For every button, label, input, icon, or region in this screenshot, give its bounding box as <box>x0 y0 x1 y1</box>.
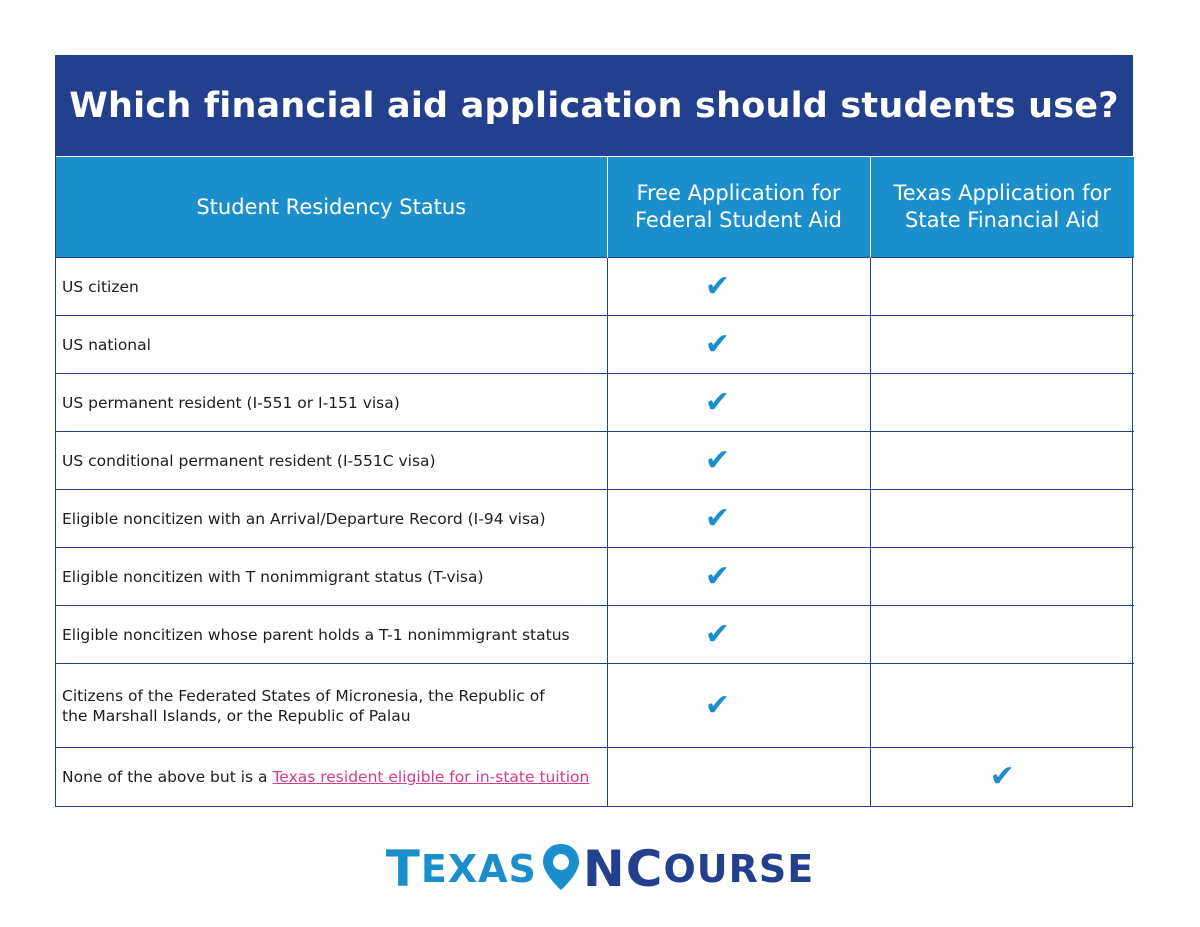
tasfa-cell <box>870 490 1134 548</box>
checkmark-icon: ✔ <box>704 384 731 420</box>
table-row <box>56 664 1134 748</box>
checkmark-icon: ✔ <box>704 268 731 304</box>
tasfa-cell <box>870 258 1134 316</box>
tasfa-cell <box>870 548 1134 606</box>
location-pin-icon <box>541 842 581 896</box>
texas-oncourse-logo: T EXAS N C OURSE <box>385 840 815 898</box>
residency-status-cell: Eligible noncitizen whose parent holds a T-1 nonimmigrant status <box>56 606 607 664</box>
table-row <box>56 374 1134 432</box>
table-row <box>56 258 1134 316</box>
chart-title: Which financial aid application should students use? <box>56 56 1132 156</box>
header-tasfa: Texas Application for State Financial Aid <box>870 157 1134 258</box>
residency-status-cell: US permanent resident (I-551 or I-151 visa) <box>56 374 607 432</box>
aid-comparison-chart <box>55 55 1133 807</box>
header-fafsa: Free Application for Federal Student Aid <box>607 157 870 258</box>
checkmark-icon: ✔ <box>704 500 731 536</box>
table-row <box>56 606 1134 664</box>
table-row <box>56 432 1134 490</box>
residency-status-cell: Eligible noncitizen with T nonimmigrant status (T-visa) <box>56 548 607 606</box>
fafsa-cell <box>607 606 870 664</box>
checkmark-icon: ✔ <box>704 558 731 594</box>
residency-status-cell: Eligible noncitizen with an Arrival/Departure Record (I-94 visa) <box>56 490 607 548</box>
fafsa-cell <box>607 316 870 374</box>
residency-status-cell: US conditional permanent resident (I-551C visa) <box>56 432 607 490</box>
table-row <box>56 490 1134 548</box>
fafsa-cell <box>607 748 870 806</box>
tasfa-cell <box>870 606 1134 664</box>
fafsa-cell <box>607 664 870 748</box>
table-row <box>56 316 1134 374</box>
table-row <box>56 548 1134 606</box>
residency-status-cell: None of the above but is a Texas resident eligible for in-state tuition <box>56 748 607 806</box>
checkmark-icon: ✔ <box>704 442 731 478</box>
comparison-table <box>56 156 1134 806</box>
residency-status-cell: Citizens of the Federated States of Micronesia, the Republic of the Marshall Islands, or the Republic of Palau <box>56 664 607 748</box>
table-header-row <box>56 157 1134 258</box>
residency-status-cell: US national <box>56 316 607 374</box>
fafsa-cell <box>607 548 870 606</box>
fafsa-cell <box>607 432 870 490</box>
checkmark-icon: ✔ <box>704 687 731 723</box>
tasfa-cell <box>870 374 1134 432</box>
tasfa-cell <box>870 432 1134 490</box>
fafsa-cell <box>607 490 870 548</box>
residency-status-cell: US citizen <box>56 258 607 316</box>
fafsa-cell <box>607 258 870 316</box>
header-residency-status: Student Residency Status <box>56 157 607 258</box>
texas-resident-link[interactable]: Texas resident eligible for in-state tuition <box>272 767 590 786</box>
tasfa-cell <box>870 316 1134 374</box>
checkmark-icon: ✔ <box>989 758 1015 794</box>
tasfa-cell <box>870 748 1134 806</box>
tasfa-cell <box>870 664 1134 748</box>
table-row <box>56 748 1134 806</box>
checkmark-icon: ✔ <box>704 616 731 652</box>
checkmark-icon: ✔ <box>704 326 731 362</box>
fafsa-cell <box>607 374 870 432</box>
